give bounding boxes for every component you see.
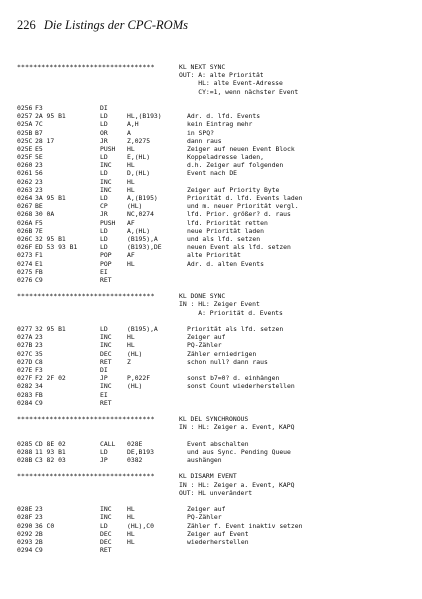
address: 0260 [17, 161, 33, 170]
opcode-bytes: 3A 95 B1 [35, 194, 66, 202]
routine-name: KL NEXT SYNC [179, 63, 226, 71]
mnemonic: LD [100, 447, 108, 456]
mnemonic: INC [100, 161, 112, 170]
opcode-bytes: F3 [35, 103, 43, 112]
comment: und aus Sync. Pending Queue [187, 447, 291, 456]
operand: Z,0275 [127, 136, 151, 145]
opcode-bytes: E5 [35, 144, 43, 153]
mnemonic: INC [100, 505, 112, 514]
operand: HL [127, 161, 135, 170]
routine-io-description: A: Priorität d. Events [179, 308, 283, 317]
opcode-bytes: 23 [35, 333, 43, 342]
opcode-bytes: E1 [35, 259, 43, 268]
routine-name: KL DONE SYNC [179, 292, 226, 301]
comment: kein Eintrag mehr [187, 120, 253, 129]
mnemonic: RET [100, 275, 112, 284]
operand: HL [127, 144, 135, 153]
opcode-bytes: 7C [35, 120, 43, 129]
mnemonic: LD [100, 234, 108, 243]
routine-name: KL DISARM EVENT [179, 472, 237, 481]
address: 0293 [17, 537, 33, 546]
mnemonic: EI [100, 390, 108, 399]
opcode-bytes: F3 [35, 365, 43, 374]
opcode-bytes: 5E [35, 153, 43, 162]
address: 027E [17, 365, 33, 374]
address: 0268 [17, 210, 33, 219]
mnemonic: LD [100, 521, 108, 530]
comment: Zähler f. Event inaktiv setzen [187, 521, 303, 530]
mnemonic: LD [100, 325, 108, 333]
comment: Zeiger auf Event [187, 529, 249, 538]
comment: PQ-Zähler [187, 341, 222, 350]
opcode-bytes: 34 [35, 382, 43, 391]
comment: d.h. Zeiger auf folgenden [187, 161, 284, 170]
mnemonic: DEC [100, 537, 112, 546]
routine-io-description: IN : HL: Zeiger a. Event, KAPQ [179, 423, 295, 432]
separator-stars: ********************************** [17, 63, 155, 71]
address: 0273 [17, 251, 33, 260]
comment: sonst b7=0? d. einhängen [187, 374, 280, 383]
opcode-bytes: F1 [35, 251, 43, 260]
operand: HL [127, 185, 135, 194]
routine-io-description: CY:=1, wenn nächster Event [179, 87, 299, 96]
comment: lfd. Priorität retten [187, 218, 268, 227]
comment: Priorität als lfd. setzen [187, 325, 284, 333]
operand: HL [127, 513, 135, 522]
mnemonic: DI [100, 365, 108, 374]
operand: (B195),A [127, 325, 158, 333]
address: 0277 [17, 325, 33, 333]
comment: aushängen [187, 456, 222, 464]
mnemonic: JR [100, 136, 108, 145]
separator-stars: ********************************** [17, 415, 155, 424]
mnemonic: OR [100, 128, 108, 137]
operand: NC,0274 [127, 210, 154, 219]
address: 0261 [17, 169, 33, 178]
comment: wiederherstellen [187, 537, 249, 546]
mnemonic: JP [100, 456, 108, 464]
opcode-bytes: 7E [35, 226, 43, 235]
opcode-bytes: 23 [35, 341, 43, 350]
opcode-bytes: ED 53 93 B1 [35, 243, 78, 252]
operand: 028E [127, 439, 143, 448]
address: 027A [17, 333, 33, 342]
address: 025F [17, 153, 33, 162]
operand: A,H [127, 120, 139, 129]
opcode-bytes: BE [35, 202, 43, 211]
comment: neue Priorität laden [187, 226, 264, 235]
operand: A,(B195) [127, 194, 158, 202]
mnemonic: CP [100, 202, 108, 211]
page-number: 226 [17, 18, 36, 32]
opcode-bytes: 56 [35, 169, 43, 178]
mnemonic: LD [100, 153, 108, 162]
comment: Zeiger auf Priority Byte [187, 185, 280, 194]
address: 027C [17, 349, 33, 358]
separator-stars: ********************************** [17, 292, 155, 301]
mnemonic: INC [100, 341, 112, 350]
mnemonic: CALL [100, 439, 116, 448]
opcode-bytes: C3 82 03 [35, 456, 66, 464]
comment: lfd. Prior. größer? d. raus [187, 210, 291, 219]
routine-io-description: IN : HL: Zeiger Event [179, 300, 260, 309]
comment: Zeiger auf [187, 505, 226, 514]
address: 025E [17, 144, 33, 153]
operand: (B193),DE [127, 243, 162, 252]
address: 0262 [17, 177, 33, 186]
opcode-bytes: 32 95 B1 [35, 325, 66, 333]
address: 028F [17, 513, 33, 522]
address: 0264 [17, 194, 33, 202]
operand: (HL),C0 [127, 521, 154, 530]
opcode-bytes: B7 [35, 128, 43, 137]
opcode-bytes: 23 [35, 513, 43, 522]
comment: und als lfd. setzen [187, 234, 261, 243]
mnemonic: DI [100, 103, 108, 112]
operand: HL [127, 537, 135, 546]
mnemonic: POP [100, 251, 112, 260]
mnemonic: LD [100, 169, 108, 178]
mnemonic: JP [100, 374, 108, 383]
comment: dann raus [187, 136, 222, 145]
address: 0256 [17, 103, 33, 112]
address: 026C [17, 234, 33, 243]
address: 0294 [17, 546, 33, 555]
address: 025C [17, 136, 33, 145]
comment: schon null? dann raus [187, 357, 268, 366]
opcode-bytes: 23 [35, 185, 43, 194]
comment: sonst Count wiederherstellen [187, 382, 295, 391]
opcode-bytes: 23 [35, 161, 43, 170]
mnemonic: PUSH [100, 144, 116, 153]
comment: neuen Event als lfd. setzen [187, 243, 291, 252]
address: 028B [17, 456, 33, 464]
address: 028E [17, 505, 33, 514]
operand: (HL) [127, 382, 143, 391]
address: 027B [17, 341, 33, 350]
mnemonic: JR [100, 210, 108, 219]
address: 0288 [17, 447, 33, 456]
comment: PQ-Zähler [187, 513, 222, 522]
mnemonic: INC [100, 333, 112, 342]
opcode-bytes: C9 [35, 275, 43, 284]
comment: Zeiger auf neuen Event Block [187, 144, 295, 153]
mnemonic: LD [100, 243, 108, 252]
opcode-bytes: 36 C0 [35, 521, 55, 530]
address: 0283 [17, 390, 33, 399]
address: 026F [17, 243, 33, 252]
mnemonic: RET [100, 546, 112, 555]
opcode-bytes: C9 [35, 398, 43, 407]
operand: E,(HL) [127, 153, 151, 162]
mnemonic: POP [100, 259, 112, 268]
operand: A [127, 128, 131, 137]
separator-stars: ********************************** [17, 472, 155, 481]
operand: (B195),A [127, 234, 158, 243]
operand: HL,(B193) [127, 112, 162, 121]
address: 0285 [17, 439, 33, 448]
operand: (HL) [127, 202, 143, 211]
opcode-bytes: 2B [35, 529, 43, 538]
address: 0284 [17, 398, 33, 407]
opcode-bytes: 2B [35, 537, 43, 546]
mnemonic: LD [100, 120, 108, 129]
address: 0267 [17, 202, 33, 211]
operand: 0382 [127, 456, 143, 464]
mnemonic: INC [100, 382, 112, 391]
page-header [17, 18, 188, 33]
operand: HL [127, 505, 135, 514]
address: 0263 [17, 185, 33, 194]
comment: alte Priorität [187, 251, 241, 260]
routine-io-description: HL: alte Event-Adresse [179, 79, 283, 88]
mnemonic: RET [100, 357, 112, 366]
operand: P,022F [127, 374, 151, 383]
address: 0276 [17, 275, 33, 284]
opcode-bytes: 28 17 [35, 136, 55, 145]
opcode-bytes: CD 8E 02 [35, 439, 66, 448]
operand: A,(HL) [127, 226, 151, 235]
comment: Zähler erniedrigen [187, 349, 257, 358]
opcode-bytes: 2A 95 B1 [35, 112, 66, 121]
opcode-bytes: 23 [35, 505, 43, 514]
address: 0274 [17, 259, 33, 268]
mnemonic: LD [100, 112, 108, 121]
mnemonic: EI [100, 267, 108, 276]
opcode-bytes: F2 2F 02 [35, 374, 66, 383]
operand: HL [127, 333, 135, 342]
operand: (HL) [127, 349, 143, 358]
address: 0282 [17, 382, 33, 391]
comment: Zeiger auf [187, 333, 226, 342]
operand: D,(HL) [127, 169, 151, 178]
operand: HL [127, 529, 135, 538]
mnemonic: INC [100, 177, 112, 186]
opcode-bytes: F5 [35, 218, 43, 227]
operand: AF [127, 251, 135, 260]
mnemonic: LD [100, 194, 108, 202]
mnemonic: DEC [100, 529, 112, 538]
operand: AF [127, 218, 135, 227]
comment: Event nach DE [187, 169, 238, 178]
operand: HL [127, 177, 135, 186]
opcode-bytes: C9 [35, 546, 43, 555]
routine-io-description: IN : HL: Zeiger a. Event, KAPQ [179, 480, 295, 489]
opcode-bytes: FB [35, 390, 43, 399]
address: 027F [17, 374, 33, 383]
opcode-bytes: C8 [35, 357, 43, 366]
mnemonic: INC [100, 513, 112, 522]
address: 025A [17, 120, 33, 129]
address: 027D [17, 357, 33, 366]
routine-name: KL DEL SYNCHRONOUS [179, 415, 249, 424]
routine-io-description: OUT: A: alte Priorität [179, 71, 264, 80]
comment: Event abschalten [187, 439, 249, 448]
comment: Priorität d. lfd. Events laden [187, 194, 303, 202]
operand: Z [127, 357, 131, 366]
opcode-bytes: FB [35, 267, 43, 276]
opcode-bytes: 32 95 B1 [35, 234, 66, 243]
address: 025B [17, 128, 33, 137]
opcode-bytes: 35 [35, 349, 43, 358]
opcode-bytes: 30 0A [35, 210, 55, 219]
routine-io-description: OUT: HL unverändert [179, 488, 253, 497]
mnemonic: PUSH [100, 218, 116, 227]
operand: DE,B193 [127, 447, 154, 456]
operand: HL [127, 341, 135, 350]
address: 026B [17, 226, 33, 235]
address: 0292 [17, 529, 33, 538]
mnemonic: LD [100, 226, 108, 235]
comment: in SPQ? [187, 128, 214, 137]
opcode-bytes: 11 93 B1 [35, 447, 66, 456]
mnemonic: DEC [100, 349, 112, 358]
comment: Adr. d. alten Events [187, 259, 264, 268]
mnemonic: RET [100, 398, 112, 407]
operand: HL [127, 259, 135, 268]
comment: Koppeladresse laden, [187, 153, 264, 162]
opcode-bytes: 23 [35, 177, 43, 186]
mnemonic: INC [100, 185, 112, 194]
address: 026A [17, 218, 33, 227]
address: 0290 [17, 521, 33, 530]
comment: und m. neuer Priorität vergl. [187, 202, 299, 211]
page-title: Die Listings der CPC-ROMs [43, 18, 188, 32]
comment: Adr. d. lfd. Events [187, 112, 261, 121]
address: 0257 [17, 112, 33, 121]
address: 0275 [17, 267, 33, 276]
